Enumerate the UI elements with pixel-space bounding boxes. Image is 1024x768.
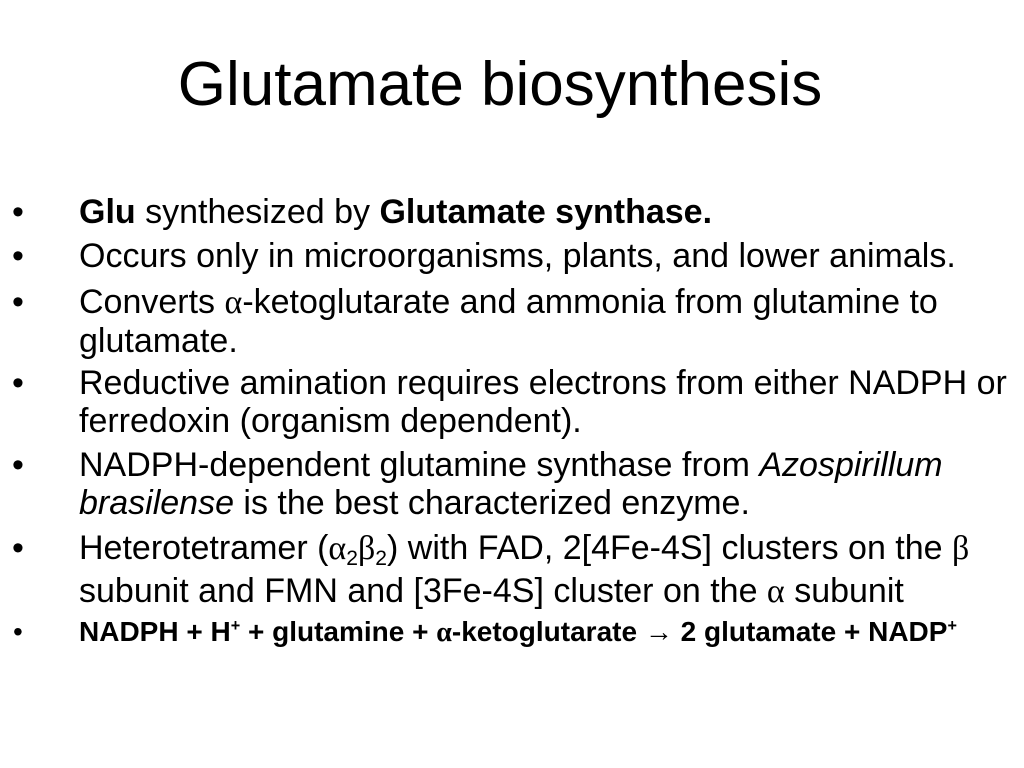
text-segment: Heterotetramer ( [79, 529, 329, 567]
alpha-symbol: α [328, 530, 347, 567]
bullet-text [79, 193, 1020, 231]
bullet-marker: • [12, 446, 24, 484]
bullet-text: Reductive amination requires electrons from either NADPH or ferredoxin (organism dependent). [79, 364, 1007, 440]
bullet-item-conversion [0, 283, 1020, 360]
beta-symbol: β [357, 530, 376, 567]
text-segment: 2 glutamate + NADP [672, 616, 948, 647]
text-segment: -ketoglutarate [451, 616, 645, 647]
bullet-text: Occurs only in microorganisms, plants, and lower animals. [79, 237, 956, 275]
text-segment: is the best characterized enzyme. [233, 484, 750, 522]
superscript-plus: + [230, 616, 241, 635]
superscript-plus: + [947, 616, 957, 635]
subscript: 2 [346, 546, 358, 570]
bullet-item-glutamate-synthase [0, 193, 1020, 231]
text-segment: subunit and FMN and [3Fe-4S] cluster on the [79, 572, 767, 610]
alpha-symbol: α [436, 617, 452, 648]
bold-term-glu: Glu [79, 193, 136, 231]
alpha-symbol: α [766, 573, 785, 610]
text-segment: NADPH + H [79, 616, 231, 647]
bold-term-enzyme: Glutamate synthase. [379, 193, 713, 231]
bullet-marker: • [12, 364, 24, 402]
beta-symbol: β [952, 530, 970, 567]
reaction-equation [79, 616, 1020, 652]
slide-title: Glutamate biosynthesis [177, 50, 823, 119]
bullet-text [79, 446, 1020, 522]
bullet-marker: • [13, 616, 23, 647]
italic-organism-name: Azospirillum brasilense [79, 446, 943, 522]
text-segment: + glutamine + [240, 616, 437, 647]
bullet-item-reaction-equation [0, 616, 1020, 652]
text-segment: Converts [79, 283, 225, 321]
bullet-marker: • [12, 283, 24, 321]
bullet-item-reductive-amination [0, 364, 1020, 440]
arrow-right-icon: → [644, 617, 673, 648]
text-segment: ) with FAD, 2[4Fe-4S] clusters on the [387, 529, 953, 567]
bullet-marker: • [12, 237, 24, 275]
bullet-marker: • [12, 193, 24, 231]
bullet-item-occurrence [0, 237, 1020, 275]
bullet-text [79, 283, 1020, 360]
alpha-symbol: α [224, 284, 243, 321]
bullet-item-heterotetramer [0, 529, 1020, 611]
bullet-item-azospirillum-enzyme [0, 446, 1020, 522]
text-segment: -ketoglutarate and ammonia from glutamine to glutamate. [79, 283, 938, 360]
text-segment: subunit [784, 572, 904, 610]
bullet-marker: • [12, 529, 24, 567]
bullet-text [79, 529, 1020, 611]
text-segment: NADPH-dependent glutamine synthase from [79, 446, 760, 484]
subscript: 2 [375, 546, 388, 570]
text-segment: synthesized by [135, 193, 380, 231]
